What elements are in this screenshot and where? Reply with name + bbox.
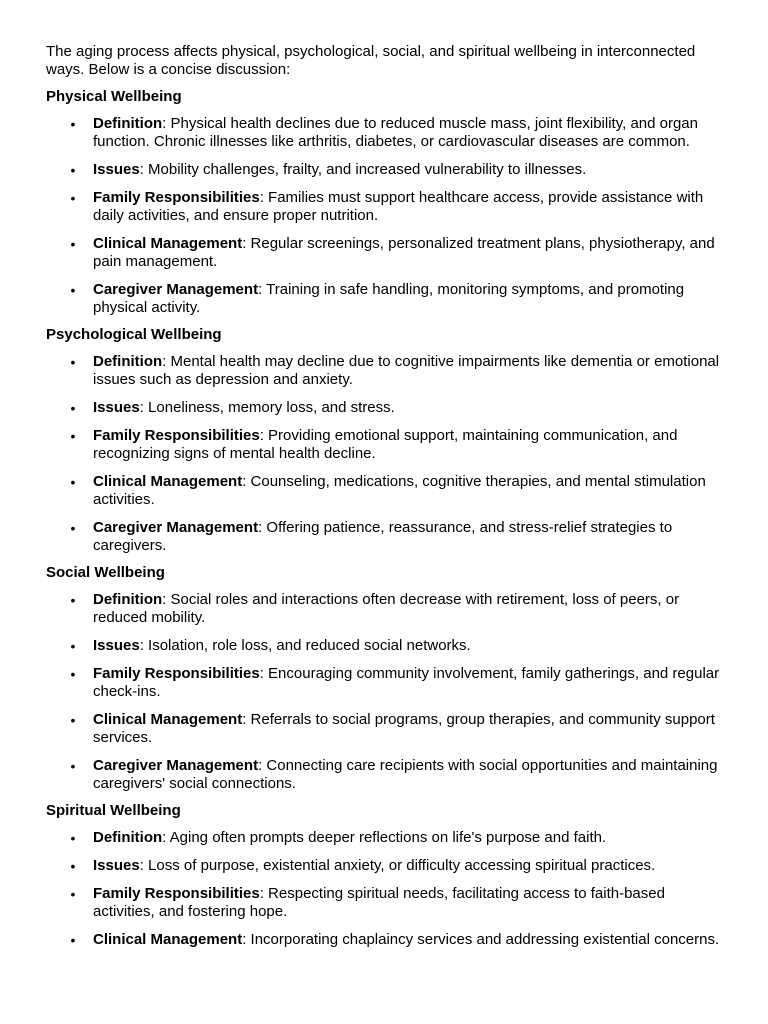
bullet-icon: • [70, 830, 76, 846]
bullet-icon: • [70, 886, 76, 902]
bullet-icon: • [70, 162, 76, 178]
bullet-icon: • [70, 758, 76, 774]
list-item [46, 189, 728, 225]
bullet-icon: • [70, 400, 76, 416]
item-term: Issues [93, 161, 140, 178]
item-text: : Families must support healthcare access, provide assistance with daily activities, and ensure proper nutrition. [93, 189, 704, 224]
list-item [46, 115, 728, 151]
item-text: : Loneliness, memory loss, and stress. [139, 399, 395, 416]
bullet-icon: • [70, 520, 76, 536]
bullet-icon: • [70, 666, 76, 682]
list-item [46, 757, 728, 793]
item-text: : Regular screenings, personalized treatment plans, physiotherapy, and pain management. [93, 235, 715, 270]
item-text: : Incorporating chaplaincy services and addressing existential concerns. [242, 931, 720, 948]
bullet-icon: • [70, 474, 76, 490]
section-heading: Social Wellbeing [46, 564, 165, 581]
list-item [46, 473, 728, 509]
list-item [46, 353, 728, 389]
item-text: : Offering patience, reassurance, and stress-relief strategies to caregivers. [93, 519, 673, 554]
list-item [46, 519, 728, 555]
section-heading: Spiritual Wellbeing [46, 802, 181, 819]
item-term: Family Responsibilities [93, 665, 260, 682]
section-social [46, 564, 728, 793]
item-text: : Connecting care recipients with social opportunities and maintaining caregivers' social connections. [93, 757, 718, 792]
item-text: : Physical health declines due to reduced muscle mass, joint flexibility, and organ function. Chronic illnesses like arthritis, diabetes, or cardiovascular diseases are common. [93, 115, 698, 150]
item-term: Family Responsibilities [93, 427, 260, 444]
bullet-icon: • [70, 638, 76, 654]
list-item [46, 637, 728, 655]
item-term: Family Responsibilities [93, 885, 260, 902]
item-term: Definition [93, 353, 163, 370]
bullet-icon: • [70, 428, 76, 444]
list-item [46, 829, 728, 847]
list-item [46, 591, 728, 627]
bullet-icon: • [70, 354, 76, 370]
item-term: Clinical Management [93, 931, 243, 948]
bullet-list [46, 591, 728, 793]
list-item [46, 711, 728, 747]
bullet-list [46, 829, 728, 949]
list-item [46, 665, 728, 701]
item-text: : Loss of purpose, existential anxiety, or difficulty accessing spiritual practices. [139, 857, 656, 874]
item-text: : Providing emotional support, maintaining communication, and recognizing signs of mental health decline. [93, 427, 678, 462]
section-heading: Psychological Wellbeing [46, 326, 222, 343]
section-psychological [46, 326, 728, 555]
item-text: : Aging often prompts deeper reflections on life's purpose and faith. [162, 829, 607, 846]
item-text: : Respecting spiritual needs, facilitating access to faith-based activities, and fostering hope. [93, 885, 665, 920]
item-text: : Encouraging community involvement, family gatherings, and regular check-ins. [93, 665, 720, 700]
list-item [46, 161, 728, 179]
item-term: Clinical Management [93, 235, 243, 252]
item-text: : Mental health may decline due to cognitive impairments like dementia or emotional issues such as depression and anxiety. [93, 353, 720, 388]
bullet-icon: • [70, 592, 76, 608]
item-text: : Isolation, role loss, and reduced social networks. [139, 637, 471, 654]
bullet-list [46, 353, 728, 555]
item-term: Definition [93, 115, 163, 132]
bullet-icon: • [70, 190, 76, 206]
item-term: Caregiver Management [93, 757, 259, 774]
list-item [46, 427, 728, 463]
item-term: Issues [93, 399, 140, 416]
item-text: : Mobility challenges, frailty, and increased vulnerability to illnesses. [139, 161, 587, 178]
item-term: Definition [93, 829, 163, 846]
item-term: Issues [93, 857, 140, 874]
list-item [46, 885, 728, 921]
item-term: Definition [93, 591, 163, 608]
list-item [46, 399, 728, 417]
item-text: : Referrals to social programs, group therapies, and community support services. [93, 711, 715, 746]
list-item [46, 235, 728, 271]
list-item [46, 281, 728, 317]
item-term: Family Responsibilities [93, 189, 260, 206]
bullet-icon: • [70, 712, 76, 728]
list-item [46, 857, 728, 875]
item-text: : Social roles and interactions often decrease with retirement, loss of peers, or reduced mobility. [93, 591, 680, 626]
item-term: Clinical Management [93, 473, 243, 490]
section-physical [46, 88, 728, 317]
section-heading: Physical Wellbeing [46, 88, 182, 105]
bullet-icon: • [70, 116, 76, 132]
section-spiritual [46, 802, 728, 949]
bullet-list [46, 115, 728, 317]
bullet-icon: • [70, 858, 76, 874]
item-text: : Training in safe handling, monitoring symptoms, and promoting physical activity. [93, 281, 685, 316]
item-term: Caregiver Management [93, 281, 259, 298]
bullet-icon: • [70, 236, 76, 252]
item-term: Issues [93, 637, 140, 654]
bullet-icon: • [70, 282, 76, 298]
list-item [46, 931, 728, 949]
intro-paragraph: The aging process affects physical, psychological, social, and spiritual wellbeing in interconnected ways. Below is a concise discussion: [46, 43, 696, 78]
item-term: Clinical Management [93, 711, 243, 728]
bullet-icon: • [70, 932, 76, 948]
item-term: Caregiver Management [93, 519, 259, 536]
item-text: : Counseling, medications, cognitive therapies, and mental stimulation activities. [93, 473, 706, 508]
